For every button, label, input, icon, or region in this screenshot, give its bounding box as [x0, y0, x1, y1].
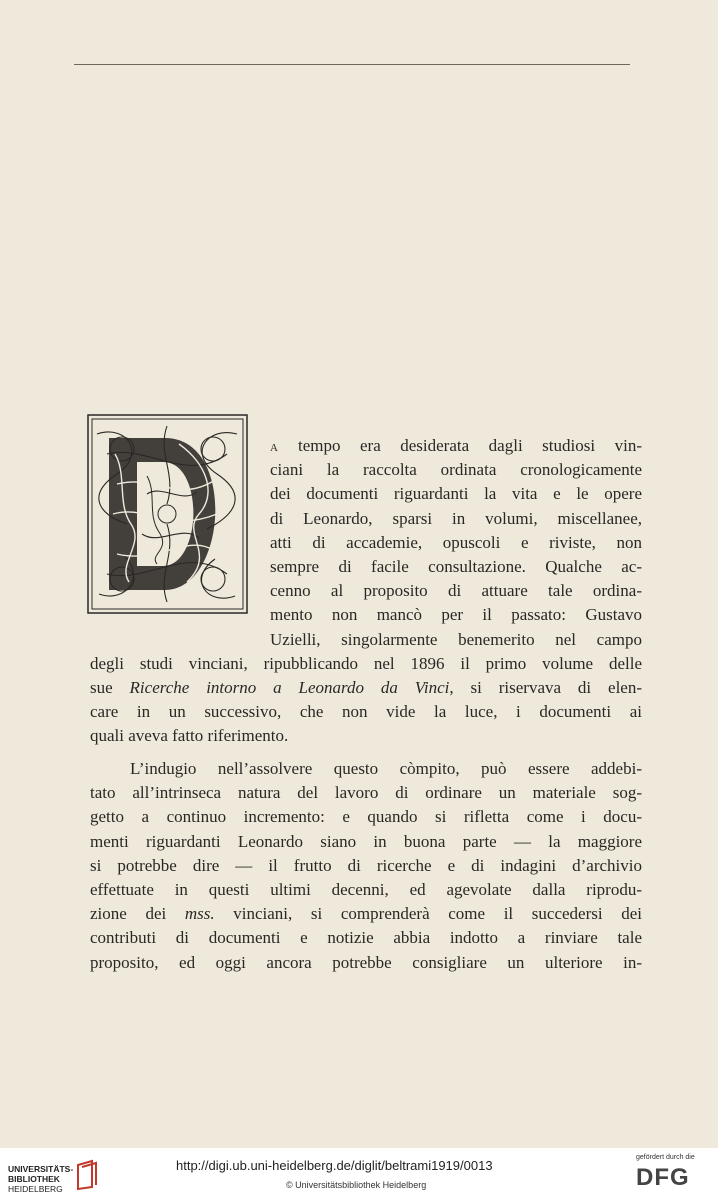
text-line: [90, 781, 642, 805]
text-run: cenno al proposito di attuare tale ordina-: [270, 581, 642, 601]
text-line: [90, 724, 642, 748]
library-logo[interactable]: [8, 1156, 148, 1194]
text-run: , si riservava di elen-: [449, 678, 642, 697]
text-run: proposito, ed oggi ancora potrebbe consigliare un ulteriore in-: [90, 952, 642, 972]
text-run: vinciani, si comprenderà come il succedersi dei: [214, 904, 642, 924]
text-run: si potrebbe dire — il frutto di ricerche e di indagini d’archivio: [90, 855, 642, 875]
library-logo-line1: UNIVERSITÄTS-: [8, 1164, 74, 1174]
funder-caption: gefördert durch die: [636, 1154, 695, 1161]
text-line: [90, 902, 642, 926]
text-line: [270, 482, 642, 506]
text-line: [90, 926, 642, 950]
text-run: di Leonardo, sparsi in volumi, miscellanee,: [270, 508, 642, 528]
library-mark-icon: [74, 1159, 100, 1191]
text-line: [270, 531, 642, 555]
funder-name: DFG: [636, 1164, 690, 1191]
permalink-url[interactable]: http://digi.ub.uni-heidelberg.de/diglit/beltrami1919/0013: [176, 1158, 493, 1173]
text-run: effettuate in questi ultimi decenni, ed agevolate dalla riprodu-: [90, 880, 642, 899]
text-run: degli studi vinciani, ripubblicando nel 1896 il primo volume delle: [90, 653, 642, 673]
text-run: tempo era desiderata dagli studiosi vin-: [278, 436, 642, 455]
text-line: [270, 603, 642, 627]
text-run: dei documenti riguardanti la vita e le opere: [270, 484, 642, 504]
text-line: [270, 507, 642, 531]
text-line: [90, 854, 642, 878]
text-run: care in un successivo, che non vide la luce, i documenti ai: [90, 702, 642, 722]
text-line: [270, 458, 642, 482]
text-run: sue: [90, 678, 130, 697]
text-line: [270, 434, 642, 458]
text-run: contributi di documenti e notizie abbia indotto a rinviare tale: [90, 928, 642, 948]
text-run: menti riguardanti Leonardo siano in buona parte — la maggiore: [90, 831, 642, 851]
italic-title: mss.: [184, 904, 215, 924]
text-line: [130, 757, 642, 781]
text-run: L’indugio nell’assolvere questo còmpito, può essere addebi-: [130, 759, 642, 778]
library-logo-line3: HEIDELBERG: [8, 1184, 63, 1194]
library-logo-line2: BIBLIOTHEK: [8, 1174, 60, 1184]
text-run: quali aveva fatto riferimento.: [90, 726, 289, 746]
text-run: zione dei: [90, 904, 185, 924]
text-line: [90, 652, 642, 676]
text-run: ciani la raccolta ordinata cronologicamente: [270, 460, 642, 480]
decorated-initial-d: [87, 414, 248, 614]
text-line: [90, 805, 642, 829]
text-line: [90, 700, 642, 724]
text-run: atti di accademie, opuscoli e riviste, non: [270, 532, 642, 552]
text-run: sempre di facile consultazione. Qualche ac-: [270, 557, 642, 576]
top-rule: [74, 64, 630, 65]
small-cap-text: a: [270, 439, 279, 455]
text-run: getto a continuo incremento: e quando si rifletta come i docu-: [90, 807, 642, 827]
dfg-logo[interactable]: [636, 1154, 714, 1196]
text-run: tato all’intrinseca natura del lavoro di ordinare un materiale sog-: [90, 783, 642, 803]
text-run: Uzielli, singolarmente benemerito nel campo: [270, 629, 642, 649]
text-line: [270, 628, 642, 652]
text-line: [90, 951, 642, 975]
text-line: [270, 555, 642, 579]
text-run: mento non mancò per il passato: Gustavo: [270, 605, 642, 625]
copyright-notice: © Universitätsbibliothek Heidelberg: [286, 1180, 427, 1190]
text-line: [90, 878, 642, 902]
text-line: [90, 830, 642, 854]
italic-title: Ricerche intorno a Leonardo da Vinci: [129, 678, 450, 697]
text-line: [90, 676, 642, 700]
footer: [0, 1148, 718, 1200]
text-line: [270, 579, 642, 603]
